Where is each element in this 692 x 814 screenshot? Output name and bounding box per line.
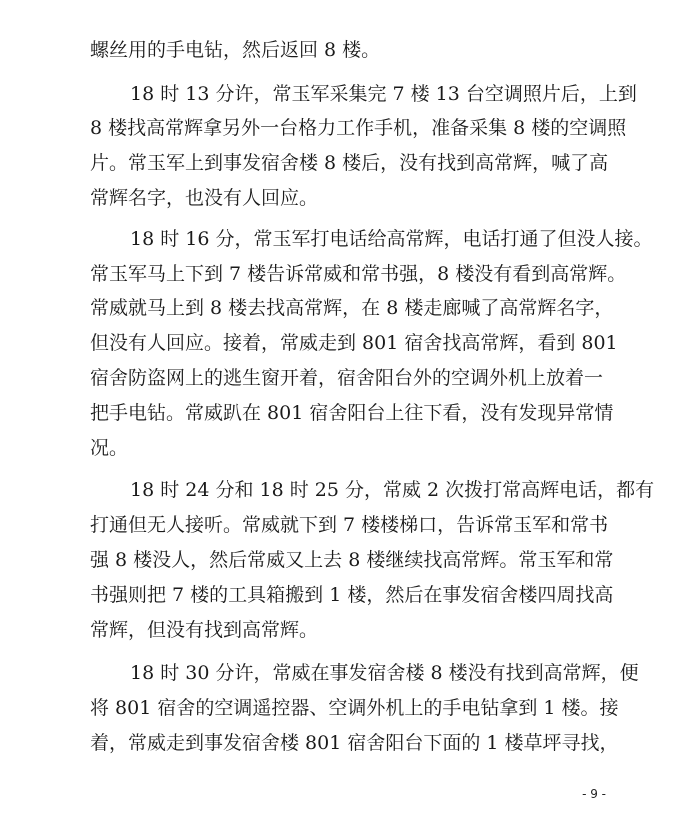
text-line-5: 常辉名字，也没有人回应。 <box>90 187 319 209</box>
text-line-12: 况。 <box>90 437 129 459</box>
text-line-11: 把手电钻。常威趴在 801 宿舍阳台上往下看，没有发现异常情 <box>90 402 614 424</box>
text-line-19: 将 801 宿舍的空调遥控器、空调外机上的手电钻拿到 1 楼。接 <box>90 697 619 719</box>
text-line-10: 宿舍防盗网上的逃生窗开着，宿舍阳台外的空调外机上放着一 <box>90 367 604 389</box>
text-line-8: 常威就马上到 8 楼去找高常辉，在 8 楼走廊喊了高常辉名字， <box>90 297 614 319</box>
text-line-14: 打通但无人接听。常威就下到 7 楼楼梯口，告诉常玉军和常书 <box>90 514 609 536</box>
text-line-1: 螺丝用的手电钻，然后返回 8 楼。 <box>90 39 381 61</box>
text-line-17: 常辉，但没有找到高常辉。 <box>90 619 319 641</box>
text-line-3: 8 楼找高常辉拿另外一台格力工作手机，准备采集 8 楼的空调照 <box>90 117 627 139</box>
page-number: - 9 - <box>582 787 606 801</box>
text-line-4: 片。常玉军上到事发宿舍楼 8 楼后，没有找到高常辉，喊了高 <box>90 152 609 174</box>
text-line-6: 18 时 16 分，常玉军打电话给高常辉，电话打通了但没人接。 <box>130 228 653 250</box>
text-line-9: 但没有人回应。接着，常威走到 801 宿舍找高常辉，看到 801 <box>90 332 618 354</box>
text-line-13: 18 时 24 分和 18 时 25 分，常威 2 次拨打常高辉电话，都有 <box>130 479 655 501</box>
text-line-15: 强 8 楼没人，然后常威又上去 8 楼继续找高常辉。常玉军和常 <box>90 549 614 571</box>
text-line-16: 书强则把 7 楼的工具箱搬到 1 楼，然后在事发宿舍楼四周找高 <box>90 584 614 606</box>
text-line-20: 着，常威走到事发宿舍楼 801 宿舍阳台下面的 1 楼草坪寻找， <box>90 732 619 754</box>
text-line-18: 18 时 30 分许，常威在事发宿舍楼 8 楼没有找到高常辉，便 <box>130 662 639 684</box>
text-line-7: 常玉军马上下到 7 楼告诉常威和常书强，8 楼没有看到高常辉。 <box>90 263 627 285</box>
text-line-2: 18 时 13 分许，常玉军采集完 7 楼 13 台空调照片后，上到 <box>130 83 637 105</box>
